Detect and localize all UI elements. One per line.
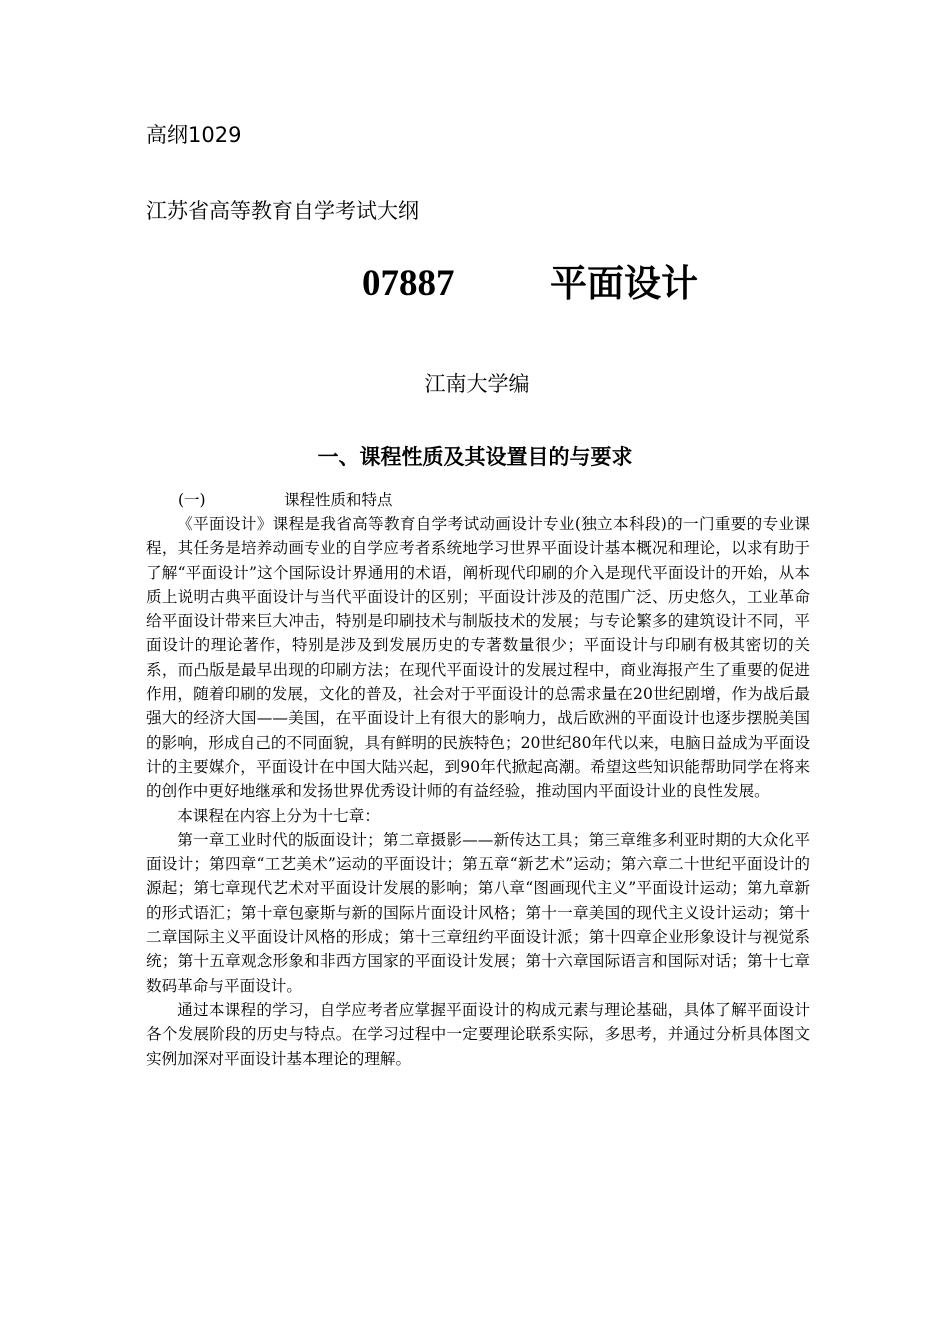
paragraph-learning-goals: 通过本课程的学习，自学应考者应掌握平面设计的构成元素与理论基础，具体了解平面设计各个发展阶段的历史与特点。在学习过程中一定要理论联系实际，多思考，并通过分析具体图文实例加深对平面设计基本理论的理解。 [146,1000,810,1068]
body-text [146,512,810,1071]
paragraph-course-overview: 《平面设计》课程是我省高等教育自学考试动画设计专业(独立本科段)的一门重要的专业课程，其任务是培养动画专业的自学应考者系统地学习世界平面设计基本概况和理论，以求有助于了解“平面设计”这个国际设计界通用的术语，阐析现代印刷的介入是现代平面设计的开始，从本质上说明古典平面设计与当代平面设计的区别；平面设计涉及的范围广泛、历史悠久，工业革命给平面设计带来巨大冲击，特别是印刷技术与制版技术的发展；与专论繁多的建筑设计不同，平面设计的理论著作，特别是涉及到发展历史的专著数量很少；平面设计与印刷有极其密切的关系，而凸版是最早出现的印刷方法；在现代平面设计的发展过程中，商业海报产生了重要的促进作用，随着印刷的发展，文化的普及，社会对于平面设计的总需求量在20世纪剧增，作为战后最强大的经济大国——美国，在平面设计上有很大的影响力，战后欧洲的平面设计也逐步摆脱美国的影响，形成自己的不同面貌，具有鲜明的民族特色；20世纪80年代以来，电脑日益成为平面设计的主要媒介，平面设计在中国大陆兴起，到90年代掀起高潮。希望这些知识能帮助同学在将来的创作中更好地继承和发扬世界优秀设计师的有益经验，推动国内平面设计业的良性发展。 [146,515,810,801]
editor-line: 江南大学编 [424,372,530,396]
document-organization: 江苏省高等教育自学考试大纲 [146,199,419,223]
subsection-number: (一) [178,491,206,509]
paragraph-chapter-intro: 本课程在内容上分为十七章： [177,806,380,825]
section-heading: 一、课程性质及其设置目的与要求 [317,445,633,469]
document-code: 高纲1029 [146,123,242,147]
subsection-title: 课程性质和特点 [284,491,393,509]
paragraph-chapter-list: 第一章工业时代的版面设计；第二章摄影——新传达工具；第三章维多利亚时期的大众化平面设计；第四章“工艺美术”运动的平面设计；第五章“新艺术”运动；第六章二十世纪平面设计的源起；第七章现代艺术对平面设计发展的影响；第八章“图画现代主义”平面设计运动；第九章新的形式语汇；第十章包豪斯与新的国际片面设计风格；第十一章美国的现代主义设计运动；第十二章国际主义平面设计风格的形成；第十三章纽约平面设计派；第十四章企业形象设计与视觉系统；第十五章观念形象和非西方国家的平面设计发展；第十六章国际语言和国际对话；第十七章数码革命与平面设计。 [146,830,810,995]
subsection-heading [178,488,393,512]
course-name: 平面设计 [550,262,698,305]
course-title [0,256,950,312]
course-code: 07887 [362,263,455,304]
